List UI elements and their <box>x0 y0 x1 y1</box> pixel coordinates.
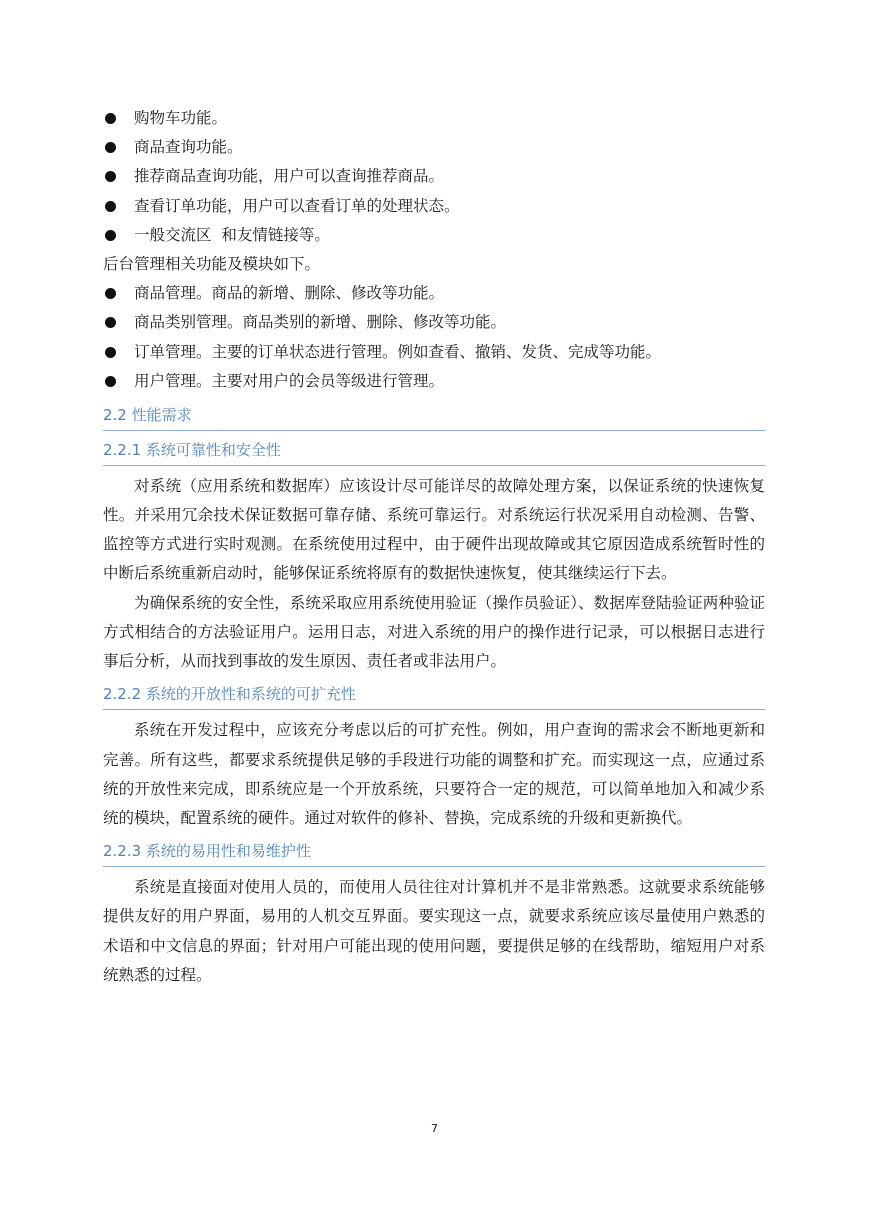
section-heading-2-2-2: 2.2.2 系统的开放性和系统的可扩充性 <box>103 681 765 710</box>
list-item-text: 一般交流区 和友情链接等。 <box>134 225 330 244</box>
list-item-text: 订单管理。主要的订单状态进行管理。例如查看、撤销、发货、完成等功能。 <box>134 342 662 361</box>
list-item <box>103 367 765 396</box>
document-page <box>103 104 765 990</box>
bullet-icon <box>105 347 116 358</box>
section-heading-2-2-1: 2.2.1 系统可靠性和安全性 <box>103 437 765 466</box>
bullet-icon <box>105 317 116 328</box>
frontend-feature-list <box>103 104 765 250</box>
bullet-icon <box>105 113 116 124</box>
page-number: 7 <box>431 1122 438 1135</box>
bullet-icon <box>105 201 116 212</box>
list-item <box>103 133 765 162</box>
list-item <box>103 279 765 308</box>
list-item-text: 查看订单功能，用户可以查看订单的处理状态。 <box>134 196 460 215</box>
section-heading-2-2: 2.2 性能需求 <box>103 402 765 431</box>
bullet-icon <box>105 230 116 241</box>
paragraph: 对系统（应用系统和数据库）应该设计尽可能详尽的故障处理方案，以保证系统的快速恢复性。并采用冗余技术保证数据可靠存储、系统可靠运行。对系统运行状况采用自动检测、告警、监控等方式进行实时观测。在系统使用过程中，由于硬件出现故障或其它原因造成系统暂时性的中断后系统重新启动时，能够保证系统将原有的数据快速恢复，使其继续运行下去。 <box>103 476 765 583</box>
paragraph: 系统是直接面对使用人员的，而使用人员往往对计算机并不是非常熟悉。这就要求系统能够提供友好的用户界面，易用的人机交互界面。要实现这一点，就要求系统应该尽量使用户熟悉的术语和中文信息的界面；针对用户可能出现的使用问题，要提供足够的在线帮助，缩短用户对系统熟悉的过程。 <box>103 878 765 984</box>
bullet-icon <box>105 171 116 182</box>
list-item <box>103 338 765 367</box>
list-item-text: 购物车功能。 <box>134 109 228 127</box>
list-item <box>103 162 765 191</box>
list-item-text: 商品类别管理。商品类别的新增、删除、修改等功能。 <box>134 313 507 332</box>
list-item <box>103 104 765 133</box>
list-item-text: 用户管理。主要对用户的会员等级进行管理。 <box>134 371 445 390</box>
paragraph: 为确保系统的安全性，系统采取应用系统使用验证（操作员验证）、数据库登陆验证两种验证方式相结合的方法验证用户。运用日志，对进入系统的用户的操作进行记录，可以根据日志进行事后分析，从而找到事故的发生原因、责任者或非法用户。 <box>103 593 765 671</box>
list-item-text: 商品查询功能。 <box>134 138 243 157</box>
list-item-text: 商品管理。商品的新增、删除、修改等功能。 <box>134 284 445 303</box>
admin-feature-list <box>103 279 765 396</box>
admin-intro: 后台管理相关功能及模块如下。 <box>103 254 321 273</box>
list-item <box>103 308 765 337</box>
bullet-icon <box>105 288 116 299</box>
paragraph: 系统在开发过程中，应该充分考虑以后的可扩充性。例如，用户查询的需求会不断地更新和完善。所有这些，都要求系统提供足够的手段进行功能的调整和扩充。而实现这一点，应通过系统的开放性来完成，即系统应是一个开放系统，只要符合一定的规范，可以简单地加入和减少系统的模块，配置系统的硬件。通过对软件的修补、替换，完成系统的升级和更新换代。 <box>103 721 765 827</box>
list-item <box>103 192 765 221</box>
list-item <box>103 221 765 250</box>
bullet-icon <box>105 376 116 387</box>
bullet-icon <box>105 142 116 153</box>
list-item-text: 推荐商品查询功能，用户可以查询推荐商品。 <box>134 167 445 186</box>
section-heading-2-2-3: 2.2.3 系统的易用性和易维护性 <box>103 838 765 867</box>
